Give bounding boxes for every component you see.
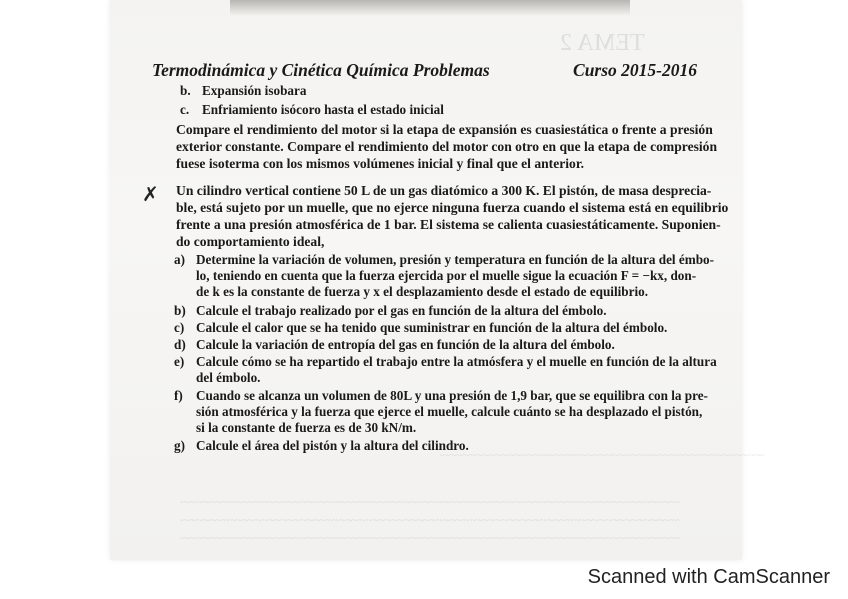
paragraph-line: frente a una presión atmosférica de 1 bar. El sistema se calienta cuasiestáticamente. Suponien- xyxy=(176,217,721,232)
list-item xyxy=(180,83,680,99)
item-label: a) xyxy=(174,252,185,267)
question-b xyxy=(174,303,714,319)
item-line: sión atmosférica y la fuerza que ejerce el muelle, calcule cuánto se ha desplazado el pistón, xyxy=(196,404,703,419)
item-text: Enfriamiento isócoro hasta el estado inicial xyxy=(202,102,444,117)
item-label: g) xyxy=(174,438,185,453)
item-label: c) xyxy=(174,320,185,335)
paragraph-line: fuese isoterma con los mismos volúmenes inicial y final que el anterior. xyxy=(176,156,585,171)
item-label: b. xyxy=(180,83,191,98)
paragraph-line: ble, está sujeto por un muelle, que no ejerce ninguna fuerza cuando el sistema está en equilibrio xyxy=(176,200,729,215)
paragraph-line: Compare el rendimiento del motor si la etapa de expansión es cuasiestática o frente a presión xyxy=(176,122,713,137)
item-line: si la constante de fuerza es de 30 kN/m. xyxy=(196,420,417,435)
item-label: d) xyxy=(174,337,186,352)
question-f xyxy=(174,388,714,436)
previous-problem xyxy=(168,83,718,175)
item-line: del émbolo. xyxy=(196,370,261,385)
question-e xyxy=(174,354,717,386)
paragraph-line: do comportamiento ideal, xyxy=(176,234,325,249)
question-a xyxy=(174,252,714,300)
page-header xyxy=(152,60,697,81)
item-line: Cuando se alcanza un volumen de 80L y una presión de 1,9 bar, que se equilibra con la pre- xyxy=(196,388,708,403)
question-c xyxy=(174,320,714,336)
item-text: Expansión isobara xyxy=(202,83,307,98)
list-item xyxy=(180,102,680,118)
item-label: f) xyxy=(174,388,183,403)
show-through-text: ~~~~~~~~~~~~~~~~~~~~~~~~~~~~~~~~~~~~~~~~~~~~~~~~~~~~~~~~~~~~~~~~~~~~~~~~~~~~~ xyxy=(180,513,680,527)
show-through-text: TEMA 2 xyxy=(560,30,645,56)
camscanner-watermark: Scanned with CamScanner xyxy=(587,566,830,588)
problem-statement xyxy=(176,183,729,253)
document-title: Termodinámica y Cinética Química Problemas xyxy=(152,60,490,80)
item-line: Calcule la variación de entropía del gas en función de la altura del émbolo. xyxy=(196,337,615,352)
item-line: Calcule cómo se ha repartido el trabajo entre la atmósfera y el muelle en función de la altura xyxy=(196,354,717,369)
item-line: de k es la constante de fuerza y x el desplazamiento desde el estado de equilibrio. xyxy=(196,284,649,299)
item-line: lo, teniendo en cuenta que la fuerza ejercida por el muelle sigue la ecuación F = −kx, don- xyxy=(196,268,697,283)
torn-page-edge xyxy=(230,0,630,16)
item-label: c. xyxy=(180,102,190,117)
item-label: b) xyxy=(174,303,186,318)
handwritten-cross-icon: ✗ xyxy=(142,182,159,206)
item-label: e) xyxy=(174,354,185,369)
paragraph-line: Un cilindro vertical contiene 50 L de un gas diatómico a 300 K. El pistón, de masa desprecia- xyxy=(176,183,712,198)
show-through-text: ~~~~~~~~~~~~~~~~~~~~~~~~~~~~~~~~~~~~~~~~~~~~~~~~~~~~~~~~~~~~~~~~~~~~~~~~~~~~~ xyxy=(180,495,680,509)
question-d xyxy=(174,337,714,353)
show-through-text: ~~~~~~~~~~~~~~~~~~~~~~~~~~~~~~~~~~~~~~~~~~~~~~~~~~ xyxy=(440,448,765,462)
course-year: Curso 2015-2016 xyxy=(573,60,697,80)
item-line: Calcule el área del pistón y la altura del cilindro. xyxy=(196,438,469,453)
item-line: Calcule el trabajo realizado por el gas en función de la altura del émbolo. xyxy=(196,303,607,318)
paragraph-line: exterior constante. Compare el rendimiento del motor con otro en que la etapa de compresión xyxy=(176,139,718,154)
item-line: Calcule el calor que se ha tenido que suministrar en función de la altura del émbolo. xyxy=(196,320,668,335)
question-g xyxy=(174,438,714,454)
item-line: Determine la variación de volumen, presión y temperatura en función de la altura del émbo- xyxy=(196,252,715,267)
show-through-text: ~~~~~~~~~~~~~~~~~~~~~~~~~~~~~~~~~~~~~~~~~~~~~~~~~~~~~~~~~~~~~~~~~~~~~~~~~~~~~ xyxy=(180,531,680,545)
